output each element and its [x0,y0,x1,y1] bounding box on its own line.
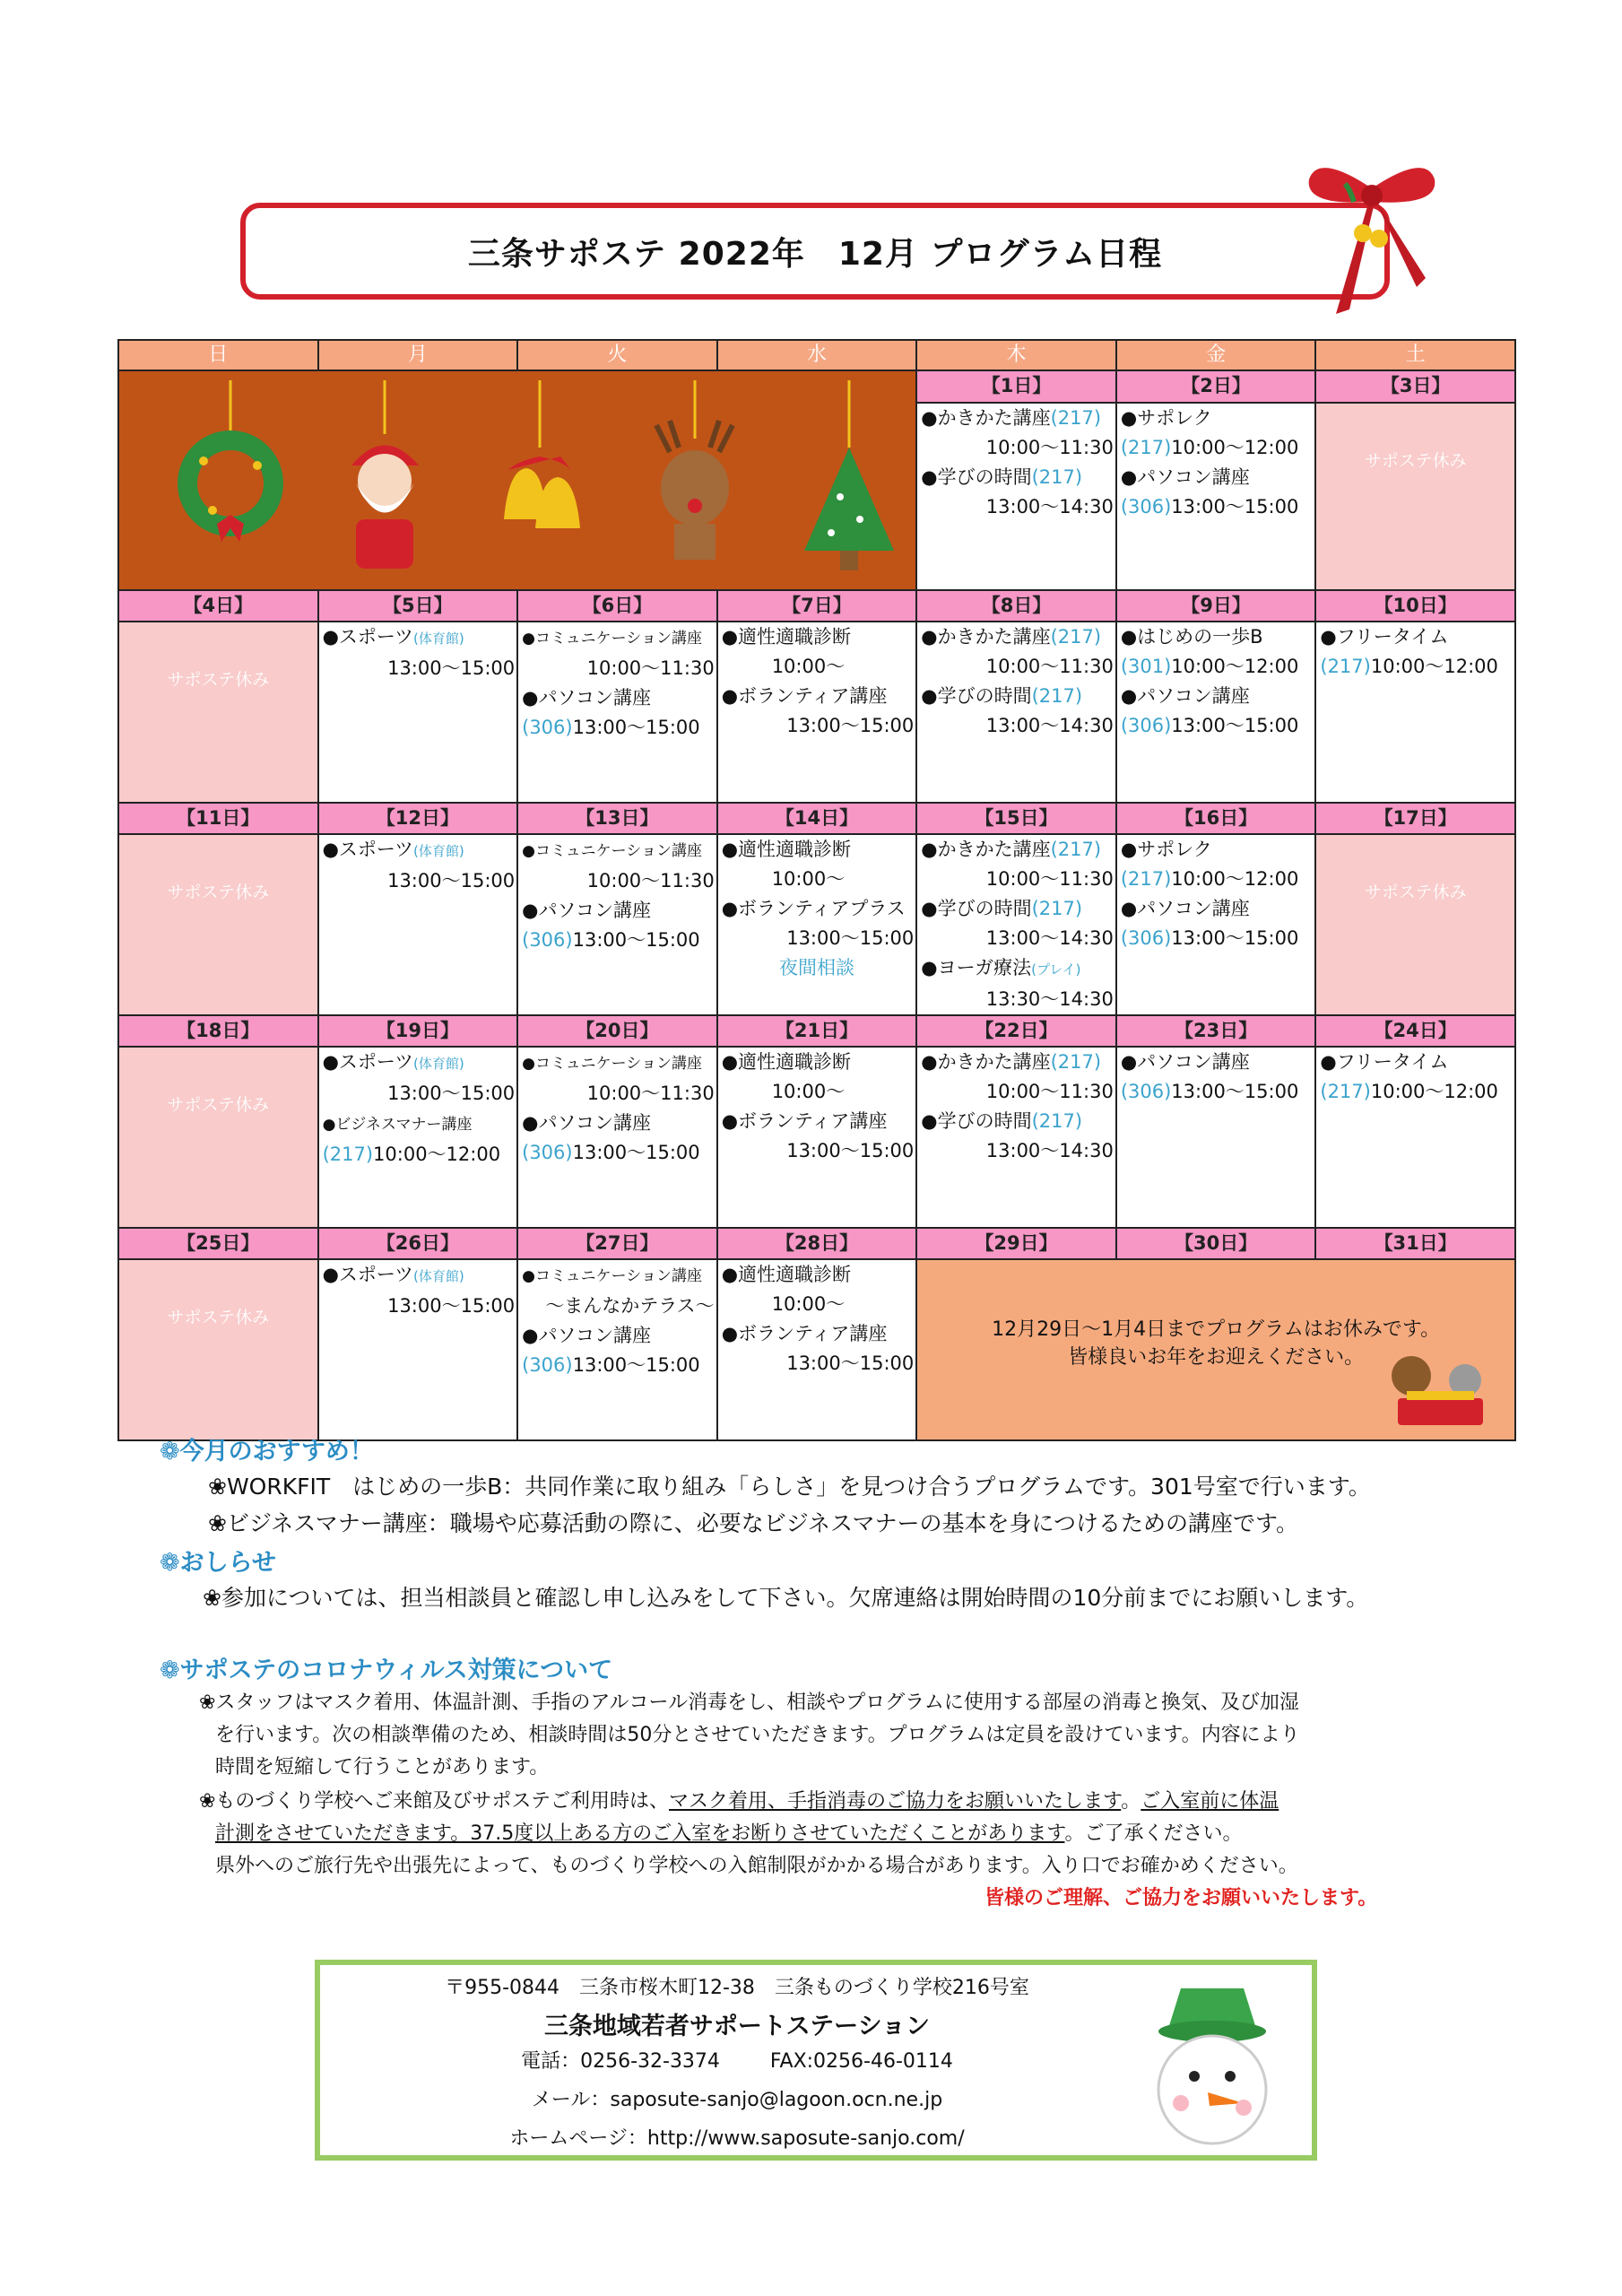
date-label: 【12日】 [318,803,518,834]
date-label: 【31日】 [1315,1228,1515,1259]
holiday-line-1: 12月29日～1月4日までプログラムはお休みです。 [992,1318,1441,1341]
contact-box [315,1960,1317,2161]
event-line: (306)13:00～15:00 [1120,927,1299,949]
day-cell [517,622,717,803]
closed-day-cell [118,1259,318,1440]
event-line: 10:00～11:30 [985,868,1114,890]
date-label: 【25日】 [118,1228,318,1259]
event-line: 13:00～14:30 [985,1140,1114,1161]
corona-p1-line2: を行います。次の相談準備のため、相談時間は50分とさせていただきます。プログラムは定員を設けています。内容により [215,1724,1300,1746]
event-line: (306)13:00～15:00 [522,1354,700,1376]
event-line: ●コミュニケーション講座 [522,630,702,648]
weekday-header: 月 [318,340,518,370]
christmas-decorations [118,370,916,590]
date-label: 【27日】 [517,1228,717,1259]
event-line: ●適性適職診断 [721,626,852,648]
date-label: 【10日】 [1315,590,1515,622]
date-label: 【24日】 [1315,1015,1515,1047]
event-line: (306)13:00～15:00 [1120,496,1299,518]
event-line: ●学びの時間(217) [921,898,1083,919]
location-tag: (体育館) [413,843,464,859]
room-number: (217) [322,1144,374,1165]
snowman-icon [1145,1978,1279,2152]
corona-p1-line1: ❀スタッフはマスク着用、体温計測、手指のアルコール消毒をし、相談やプログラムに使用する部屋の消毒と換気、及び加湿 [199,1692,1299,1714]
flower-bullet-icon: ❁ [160,1657,180,1684]
date-label: 【11日】 [118,803,318,834]
date-label: 【30日】 [1116,1228,1316,1259]
closed-label: サポステ休み [167,1095,270,1115]
closed-day-cell [118,834,318,1015]
closed-day-cell [1315,834,1515,1015]
date-label: 【8日】 [916,590,1116,622]
closed-label: サポステ休み [1364,883,1467,902]
event-line: ●はじめの一歩B [1120,626,1263,648]
day-cell [717,834,917,1015]
event-line: ●かきかた講座(217) [921,407,1102,430]
day-cell [916,622,1116,803]
date-label: 【28日】 [717,1228,917,1259]
event-line: ～まんなかテラス～ [545,1295,715,1317]
closed-label: サポステ休み [1364,451,1467,472]
corona-p2-line3: 県外へのご旅行先や出張先によって、ものづくり学校への入館制限がかかる場合があります。入り口でお確かめください。 [215,1855,1298,1877]
event-line: ●学びの時間(217) [921,685,1083,707]
event-line: 10:00～11:30 [985,437,1114,459]
day-cell [1315,622,1515,803]
room-number: (306) [522,717,573,738]
event-line: ●スポーツ(体育館) [322,1264,464,1285]
day-cell [318,1259,518,1440]
date-label: 【29日】 [916,1228,1116,1259]
event-line: ●パソコン講座 [1120,466,1250,489]
date-label: 【9日】 [1116,590,1316,622]
date-label: 【26日】 [318,1228,518,1259]
day-cell [1116,834,1316,1015]
date-label: 【1日】 [916,370,1116,403]
location-tag: (体育館) [413,1268,464,1284]
room-number: (217) [1031,898,1083,919]
weekday-header: 日 [118,340,318,370]
event-line: 10:00～11:30 [985,656,1114,677]
event-line: ●パソコン講座 [522,687,652,709]
calendar-table [117,339,1516,1441]
event-line: ●フリータイム [1320,626,1449,648]
event-line: 10:00～ [771,868,846,890]
event-line: ●パソコン講座 [522,1112,652,1134]
event-line: (301)10:00～12:00 [1120,656,1299,677]
room-number: (301) [1120,656,1172,677]
footer-website[interactable]: ホームページ：http://www.saposute-sanjo.com/ [509,2127,965,2150]
event-line: ●スポーツ(体育館) [322,626,464,648]
event-line: ●フリータイム [1320,1051,1449,1073]
event-line: (306)13:00～15:00 [1120,1081,1299,1102]
ribbon-bow-icon [1300,152,1444,323]
closed-day-cell [118,1047,318,1228]
room-number: (306) [1120,1081,1172,1102]
room-number: (306) [1120,715,1172,736]
room-number: (217) [1320,656,1371,677]
weekday-header: 金 [1116,340,1316,370]
notice-heading: ❁おしらせ [160,1549,276,1577]
event-line: 13:00～15:00 [387,1295,516,1317]
event-line: ●コミュニケーション講座 [522,1267,702,1285]
footer-phone-fax: 電話：0256-32-3374 FAX:0256-46-0114 [521,2050,953,2073]
event-line: ●スポーツ(体育館) [322,1051,464,1073]
event-line: ●適性適職診断 [721,1051,852,1073]
date-label: 【23日】 [1116,1015,1316,1047]
event-line: (306)13:00～15:00 [1120,715,1299,736]
recommend-heading: ❁今月のおすすめ！ [160,1438,374,1465]
recommend-item-1: ❀WORKFIT はじめの一歩B：共同作業に取り組み「らしさ」を見つけ合うプログラムです。301号室で行います。 [208,1474,1371,1500]
footer-org-name: 三条地域若者サポートステーション [543,2013,931,2040]
date-label: 【4日】 [118,590,318,622]
event-line: ●ボランティア講座 [721,1110,888,1132]
day-cell [916,834,1116,1015]
event-line: 13:00～15:00 [786,927,915,949]
room-number: (217) [1320,1081,1371,1102]
event-line: ●ヨーガ療法(プレイ) [921,957,1081,978]
room-number: (217) [1120,868,1172,890]
event-line: (217)10:00～12:00 [322,1144,501,1165]
date-label: 【22日】 [916,1015,1116,1047]
weekday-header: 火 [517,340,717,370]
reindeer-icon [656,421,733,560]
day-cell [1315,1047,1515,1228]
day-cell [318,622,518,803]
day-cell [1116,1047,1316,1228]
corona-p2-line1: ❀ものづくり学校へご来館及びサポステご利用時は、マスク着用、手指消毒のご協力をお願いいたします。ご入室前に体温 [199,1790,1279,1813]
event-line: 13:00～14:30 [985,715,1114,736]
room-number: (217) [1050,839,1102,860]
day-cell [318,834,518,1015]
event-line: ●パソコン講座 [1120,685,1250,707]
date-label: 【2日】 [1116,370,1316,403]
room-number: (217) [1120,437,1172,459]
event-line: ●コミュニケーション講座 [522,842,702,860]
room-number: (306) [1120,927,1172,949]
event-line: ●かきかた講座(217) [921,1051,1102,1073]
location-tag: (体育館) [413,1056,464,1072]
page-title: 三条サポステ 2022年 12月 プログラム日程 [240,203,1390,300]
day-cell [717,1047,917,1228]
day-cell [717,622,917,803]
weekday-header: 土 [1315,340,1515,370]
room-number: (217) [1031,466,1083,489]
santa-icon [351,446,419,570]
event-line: 10:00～11:30 [586,657,715,679]
event-line: 13:00～15:00 [786,1352,915,1374]
date-label: 【21日】 [717,1015,917,1047]
location-tag: (プレイ) [1031,961,1081,978]
event-line: ●ボランティアプラス [721,898,906,919]
event-line: 13:00～14:30 [985,496,1114,518]
closed-day-cell [118,622,318,803]
event-line: ●パソコン講座 [522,900,652,921]
room-number: (217) [1031,685,1083,707]
tree-icon [804,448,894,570]
date-label: 【3日】 [1315,370,1515,403]
event-line: ●かきかた講座(217) [921,626,1102,648]
holiday-line-2: 皆様良いお年をお迎えください。 [1068,1346,1365,1369]
event-line: ●ビジネスマナー講座 [322,1116,473,1134]
room-number: (306) [522,1354,573,1376]
event-line: 10:00～11:30 [985,1081,1114,1102]
day-cell [318,1047,518,1228]
corona-p1-line3: 時間を短縮して行うことがあります。 [215,1756,550,1779]
closed-label: サポステ休み [167,883,270,902]
event-line: ●コミュニケーション講座 [522,1055,702,1073]
footer-address: 〒955-0844 三条市桜木町12-38 三条ものづくり学校216号室 [445,1977,1029,1999]
date-label: 【13日】 [517,803,717,834]
event-line: ●ボランティア講座 [721,685,888,707]
event-line: ●パソコン講座 [522,1325,652,1346]
day-cell [1116,622,1316,803]
date-label: 【15日】 [916,803,1116,834]
weekday-header: 水 [717,340,917,370]
event-line: 13:00～15:00 [786,715,915,736]
date-label: 【5日】 [318,590,518,622]
event-line: (217)10:00～12:00 [1120,868,1299,890]
flower-bullet-icon: ❁ [160,1549,180,1577]
date-label: 【14日】 [717,803,917,834]
event-line: 10:00～ [771,1081,846,1102]
event-line: (217)10:00～12:00 [1320,656,1498,677]
event-line: ●適性適職診断 [721,839,852,860]
room-number: (306) [522,1142,573,1163]
event-line: 10:00～11:30 [586,870,715,891]
event-line: ●パソコン講座 [1120,898,1250,919]
location-tag: (体育館) [413,631,464,647]
day-cell [916,1047,1116,1228]
date-label: 【19日】 [318,1015,518,1047]
event-line: ●かきかた講座(217) [921,839,1102,860]
event-line: 13:00～15:00 [786,1140,915,1161]
event-line: ●スポーツ(体育館) [322,839,464,860]
room-number: (217) [1031,1110,1083,1132]
event-line: ●サポレク [1120,407,1212,430]
wreath-icon [187,440,273,542]
day-cell [517,1047,717,1228]
closed-day-cell [1315,403,1515,590]
event-line: 夜間相談 [778,957,854,978]
event-line: 13:00～15:00 [387,1083,516,1104]
date-label: 【17日】 [1315,803,1515,834]
date-label: 【16日】 [1116,803,1316,834]
notice-item-1: ❀参加については、担当相談員と確認し申し込みをして下さい。欠席連絡は開始時間の10分前までにお願いします。 [203,1585,1369,1611]
day-cell [517,1259,717,1440]
date-label: 【7日】 [717,590,917,622]
event-line: ●適性適職診断 [721,1264,852,1285]
event-line: 13:00～15:00 [387,657,516,679]
day-cell [916,403,1116,590]
corona-heading: ❁サポステのコロナウィルス対策について [160,1657,613,1684]
event-line: (306)13:00～15:00 [522,717,700,738]
room-number: (306) [522,929,573,951]
date-label: 【6日】 [517,590,717,622]
event-line: ●サポレク [1120,839,1212,860]
closing-message: 皆様のご理解、ご協力をお願いいたします。 [984,1887,1378,1909]
event-line: (306)13:00～15:00 [522,1142,700,1163]
event-line: 13:30～14:30 [985,988,1114,1010]
date-label: 【18日】 [118,1015,318,1047]
bear-cat-kotatsu-icon [1380,1344,1496,1434]
holiday-notice-cell [916,1259,1515,1440]
event-line: (306)13:00～15:00 [522,929,700,951]
room-number: (306) [1120,496,1172,518]
flower-bullet-icon: ❁ [160,1438,180,1465]
event-line: ●学びの時間(217) [921,466,1083,489]
event-line: (217)10:00～12:00 [1320,1081,1498,1102]
bells-icon [504,457,580,528]
recommend-item-2: ❀ビジネスマナー講座：職場や応募活動の際に、必要なビジネスマナーの基本を身につけるための講座です。 [208,1510,1298,1536]
event-line: 13:00～15:00 [387,870,516,891]
weekday-header: 木 [916,340,1116,370]
corona-p2-line2: 計測をさせていただきます。37.5度以上ある方のご入室をお断りさせていただくことがあります。ご了承ください。 [215,1822,1243,1845]
event-line: 10:00～ [771,1293,846,1315]
event-line: ●学びの時間(217) [921,1110,1083,1132]
room-number: (217) [1050,626,1102,648]
event-line: 10:00～ [771,656,846,677]
day-cell [517,834,717,1015]
event-line: (217)10:00～12:00 [1120,437,1299,459]
event-line: ●ボランティア講座 [721,1323,888,1344]
day-cell [717,1259,917,1440]
event-line: 13:00～14:30 [985,927,1114,949]
room-number: (217) [1050,1051,1102,1073]
event-line: ●パソコン講座 [1120,1051,1250,1073]
room-number: (217) [1050,407,1102,430]
footer-email[interactable]: メール：saposute-sanjo@lagoon.ocn.ne.jp [531,2089,943,2111]
closed-label: サポステ休み [167,1308,270,1327]
event-line: 10:00～11:30 [586,1083,715,1104]
closed-label: サポステ休み [167,670,270,690]
ornaments [132,371,903,580]
day-cell [1116,403,1316,590]
date-label: 【20日】 [517,1015,717,1047]
